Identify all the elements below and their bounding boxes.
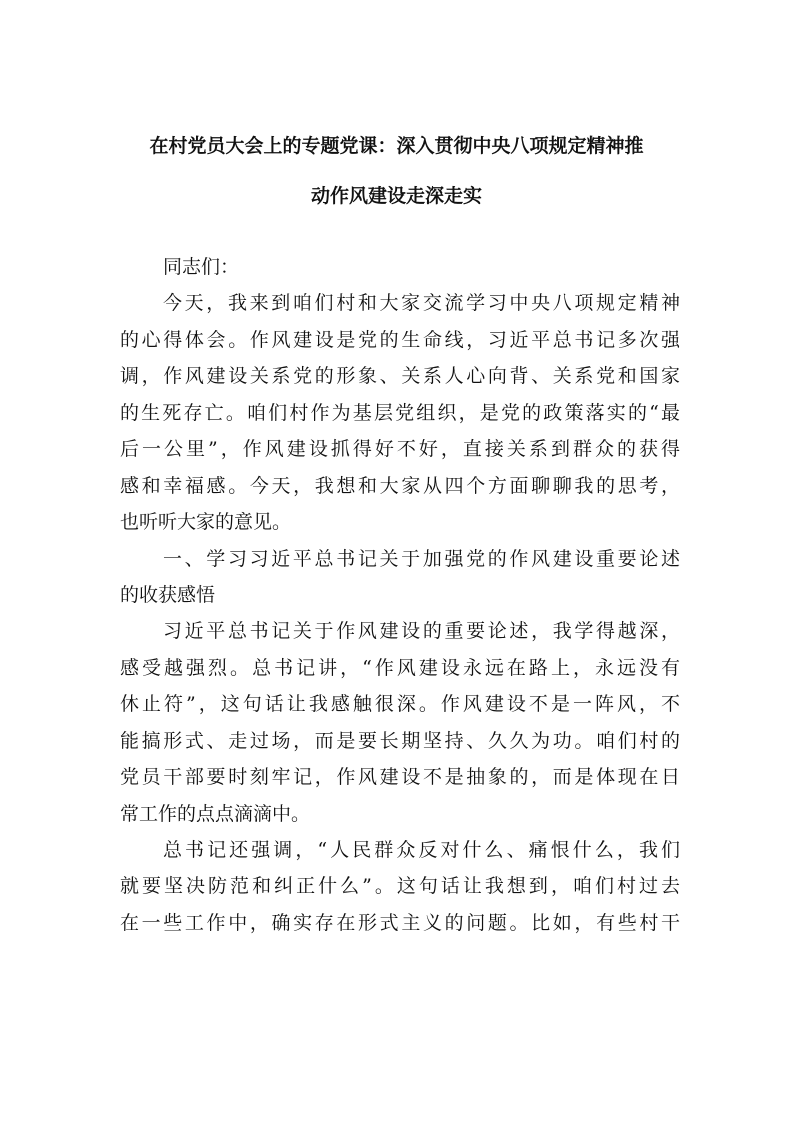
paragraph-line: 在一些工作中，确实存在形式主义的问题。比如，有些村干	[120, 911, 680, 934]
paragraph-line: 今天，我来到咱们村和大家交流学习中央八项规定精神	[163, 292, 680, 315]
document-title-line-2: 动作风建设走深走实	[310, 185, 482, 207]
paragraph-line: 总书记还强调，“人民群众反对什么、痛恨什么，我们	[163, 839, 680, 861]
section-heading-line: 一、学习习近平总书记关于加强党的作风建设重要论述	[163, 547, 680, 570]
paragraph-line: 的生死存亡。咱们村作为基层党组织，是党的政策落实的“最	[120, 401, 680, 424]
paragraph-line: 感受越强烈。总书记讲，“作风建设永远在路上，永远没有	[120, 656, 680, 679]
section-heading-line: 的收获感悟	[120, 583, 216, 606]
paragraph-line: 常工作的点点滴滴中。	[120, 802, 311, 825]
paragraph-line: 的心得体会。作风建设是党的生命线，习近平总书记多次强	[120, 328, 680, 351]
document-body	[120, 249, 680, 941]
salutation: 同志们：	[163, 256, 240, 278]
paragraph-line: 习近平总书记关于作风建设的重要论述，我学得越深，	[163, 620, 680, 643]
paragraph-line: 调，作风建设关系党的形象、关系人心向背、关系党和国家	[120, 365, 680, 388]
paragraph-line: 休止符”，这句话让我感触很深。作风建设不是一阵风，不	[120, 693, 680, 716]
paragraph-line: 能搞形式、走过场，而是要长期坚持、久久为功。咱们村的	[120, 729, 680, 752]
paragraph-line: 就要坚决防范和纠正什么”。这句话让我想到，咱们村过去	[120, 875, 680, 898]
paragraph-line: 也听听大家的意见。	[120, 511, 292, 534]
paragraph-line: 党员干部要时刻牢记，作风建设不是抽象的，而是体现在日	[120, 766, 680, 789]
paragraph-line: 感和幸福感。今天，我想和大家从四个方面聊聊我的思考，	[120, 474, 680, 497]
paragraph-line: 后一公里”，作风建设抓得好不好，直接关系到群众的获得	[120, 438, 680, 461]
document-title-line-1: 在村党员大会上的专题党课：深入贯彻中央八项规定精神推	[149, 135, 644, 157]
